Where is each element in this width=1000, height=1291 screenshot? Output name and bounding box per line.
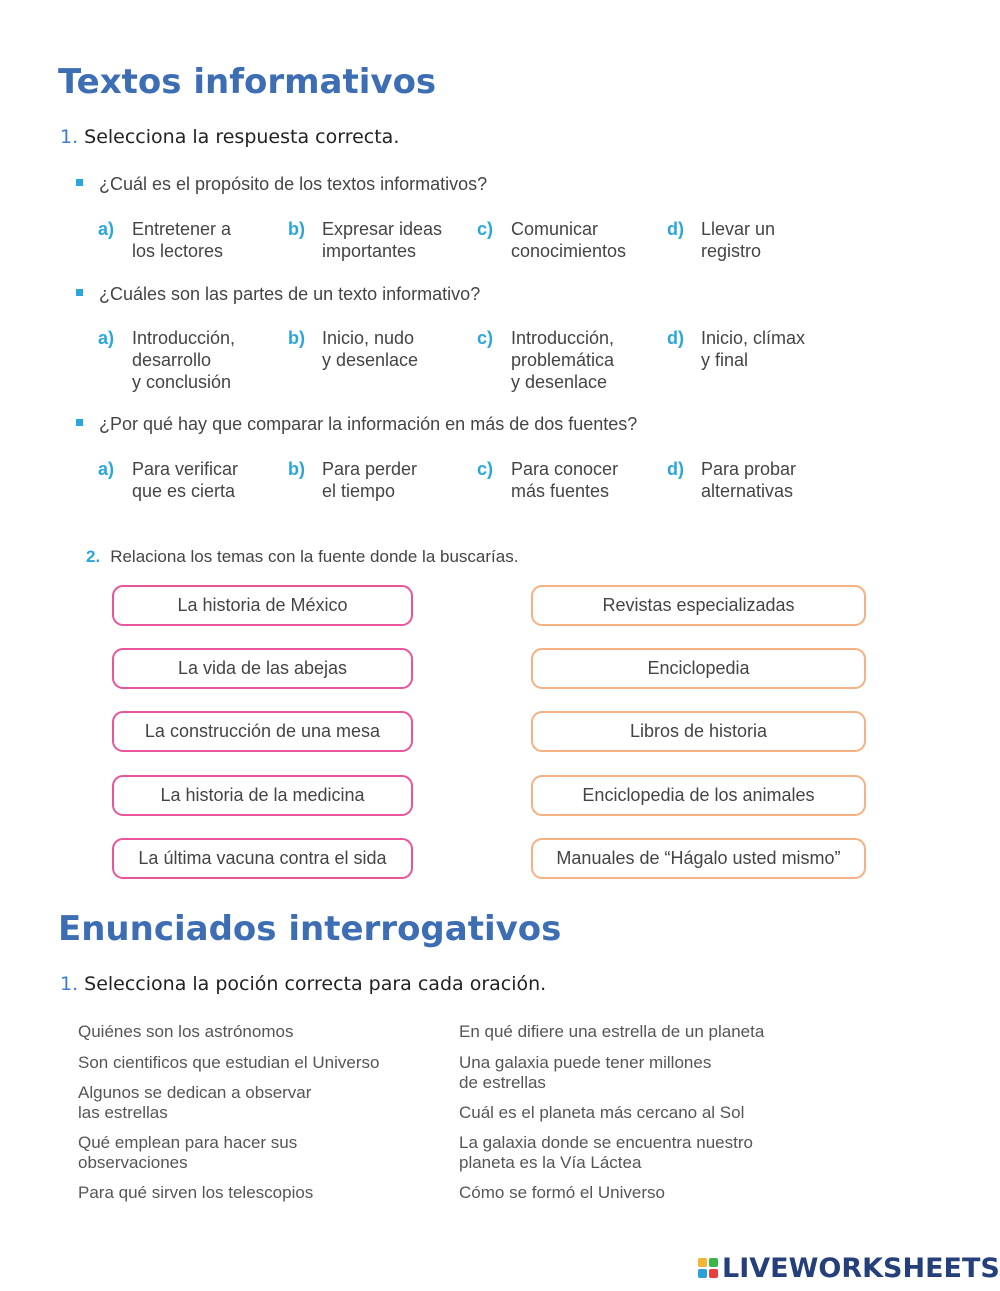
option-text: Llevar un registro xyxy=(701,219,776,261)
option-text: Para conocer más fuentes xyxy=(511,459,619,501)
option-letter: a) xyxy=(98,219,115,239)
source-label: Libros de historia xyxy=(629,721,768,741)
option-letter: c) xyxy=(477,328,494,348)
exercise-number: 2. xyxy=(86,547,101,566)
sentence-item[interactable]: La galaxia donde se encuentra nuestro planeta es la Vía Láctea xyxy=(459,1133,753,1172)
option-q3-c[interactable] xyxy=(477,458,657,508)
question-2 xyxy=(76,284,480,305)
topic-box[interactable] xyxy=(112,838,413,879)
logo-text: LIVEWORKSHEETS xyxy=(722,1253,1000,1284)
option-q3-a[interactable] xyxy=(98,458,278,508)
instruction-text: Selecciona la poción correcta para cada oración. xyxy=(84,973,547,995)
question-text: ¿Cuáles son las partes de un texto informativo? xyxy=(99,284,481,304)
logo-mark-icon xyxy=(698,1258,718,1278)
option-text: Para probar alternativas xyxy=(701,459,797,501)
source-label: Revistas especializadas xyxy=(602,595,795,615)
question-text: ¿Por qué hay que comparar la información en más de dos fuentes? xyxy=(99,414,638,434)
option-letter: a) xyxy=(98,328,115,348)
option-letter: d) xyxy=(667,459,684,479)
option-q1-b[interactable] xyxy=(288,218,468,268)
option-q3-d[interactable] xyxy=(667,458,847,508)
sentence-item[interactable]: Algunos se dedican a observar las estrellas xyxy=(78,1083,312,1122)
instruction-number: 1. xyxy=(60,973,79,995)
option-q3-b[interactable] xyxy=(288,458,468,508)
option-q1-c[interactable] xyxy=(477,218,657,268)
logo-square xyxy=(698,1258,707,1267)
source-box[interactable] xyxy=(531,775,866,816)
topic-box[interactable] xyxy=(112,585,413,626)
topic-box[interactable] xyxy=(112,775,413,816)
source-box[interactable] xyxy=(531,585,866,626)
section-title-enunciados-interrogativos: Enunciados interrogativos xyxy=(58,909,562,949)
source-box[interactable] xyxy=(531,648,866,689)
option-letter: b) xyxy=(288,219,305,239)
topic-label: La historia de México xyxy=(177,595,348,615)
option-text: Comunicar conocimientos xyxy=(511,219,627,261)
option-q2-b[interactable] xyxy=(288,327,468,397)
option-letter: d) xyxy=(667,219,684,239)
question-3 xyxy=(76,414,637,435)
question-text: ¿Cuál es el propósito de los textos informativos? xyxy=(99,174,488,194)
topic-box[interactable] xyxy=(112,711,413,752)
sentence-item[interactable]: Son cientificos que estudian el Universo xyxy=(78,1053,380,1072)
instruction-number: 1. xyxy=(60,126,79,148)
option-q1-d[interactable] xyxy=(667,218,847,268)
exercise-text: Relaciona los temas con la fuente donde la buscarías. xyxy=(110,547,519,566)
question-1 xyxy=(76,174,487,195)
source-box[interactable] xyxy=(531,711,866,752)
logo-square xyxy=(709,1258,718,1267)
option-text: Para perder el tiempo xyxy=(322,459,418,501)
source-label: Enciclopedia xyxy=(647,658,750,678)
option-text: Inicio, clímax y final xyxy=(701,328,806,370)
option-text: Para verificar que es cierta xyxy=(132,459,239,501)
bullet-icon xyxy=(76,289,83,296)
sentence-item[interactable]: Una galaxia puede tener millones de estrellas xyxy=(459,1053,712,1092)
sentence-item[interactable]: Para qué sirven los telescopios xyxy=(78,1183,314,1202)
option-letter: a) xyxy=(98,459,115,479)
liveworksheets-logo xyxy=(698,1253,1000,1284)
option-text: Introducción, problemática y desenlace xyxy=(511,328,615,392)
option-letter: c) xyxy=(477,219,494,239)
option-letter: b) xyxy=(288,459,305,479)
topic-box[interactable] xyxy=(112,648,413,689)
sentence-item[interactable]: Cuál es el planeta más cercano al Sol xyxy=(459,1103,745,1122)
logo-square xyxy=(698,1269,707,1278)
logo-square xyxy=(709,1269,718,1278)
source-label: Manuales de “Hágalo usted mismo” xyxy=(556,848,841,868)
topic-label: La historia de la medicina xyxy=(160,785,365,805)
option-letter: d) xyxy=(667,328,684,348)
sentence-item[interactable]: Cómo se formó el Universo xyxy=(459,1183,665,1202)
instruction-section2 xyxy=(60,973,546,995)
section-title-textos-informativos: Textos informativos xyxy=(58,62,437,102)
source-box[interactable] xyxy=(531,838,866,879)
bullet-icon xyxy=(76,179,83,186)
option-letter: c) xyxy=(477,459,494,479)
exercise-2-instruction xyxy=(86,547,518,567)
source-label: Enciclopedia de los animales xyxy=(582,785,815,805)
option-q1-a[interactable] xyxy=(98,218,278,268)
option-text: Entretener a los lectores xyxy=(132,219,232,261)
sentence-item[interactable]: En qué difiere una estrella de un planeta xyxy=(459,1022,765,1041)
sentence-item[interactable]: Qué emplean para hacer sus observaciones xyxy=(78,1133,298,1172)
option-text: Expresar ideas importantes xyxy=(322,219,443,261)
instruction-text: Selecciona la respuesta correcta. xyxy=(84,126,400,148)
option-q2-d[interactable] xyxy=(667,327,847,397)
topic-label: La vida de las abejas xyxy=(177,658,348,678)
option-text: Introducción, desarrollo y conclusión xyxy=(132,328,236,392)
topic-label: La última vacuna contra el sida xyxy=(138,848,387,868)
bullet-icon xyxy=(76,419,83,426)
option-q2-a[interactable] xyxy=(98,327,278,397)
option-text: Inicio, nudo y desenlace xyxy=(322,328,419,370)
sentence-item[interactable]: Quiénes son los astrónomos xyxy=(78,1022,294,1041)
option-letter: b) xyxy=(288,328,305,348)
option-q2-c[interactable] xyxy=(477,327,657,397)
instruction-1 xyxy=(60,126,399,148)
topic-label: La construcción de una mesa xyxy=(144,721,381,741)
